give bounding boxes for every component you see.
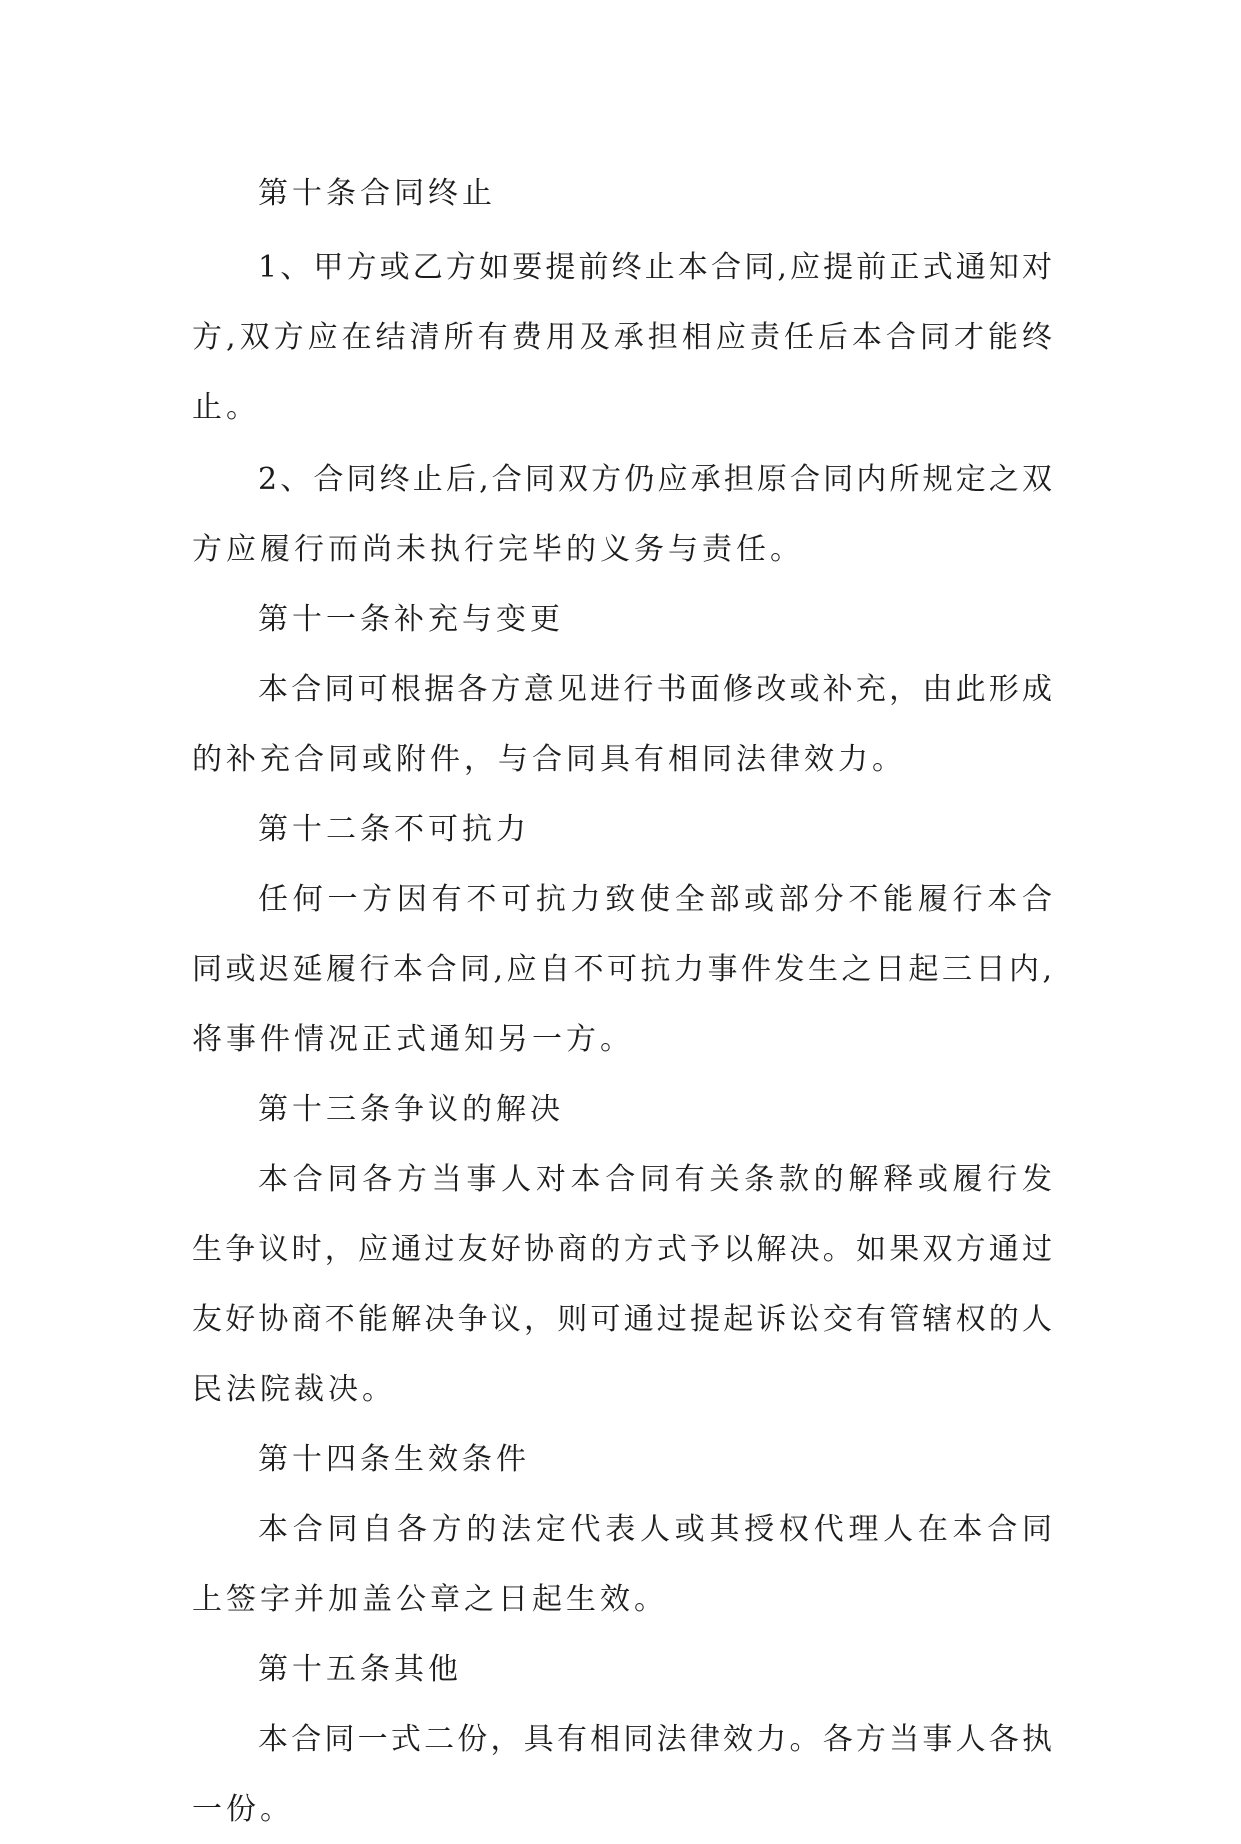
paragraph-line: 本合同各方当事人对本合同有关条款的解释或履行发	[258, 1162, 1052, 1197]
article-heading-12: 第十二条不可抗力	[258, 812, 530, 847]
article-heading-14: 第十四条生效条件	[258, 1442, 530, 1477]
paragraph-line: 上签字并加盖公章之日起生效。	[192, 1582, 668, 1617]
paragraph-line: 生争议时，应通过友好协商的方式予以解决。如果双方通过	[192, 1232, 1052, 1267]
paragraph-line: 的补充合同或附件，与合同具有相同法律效力。	[192, 742, 906, 777]
paragraph-line: 方应履行而尚未执行完毕的义务与责任。	[192, 532, 804, 567]
paragraph-line: 任何一方因有不可抗力致使全部或部分不能履行本合	[258, 882, 1052, 917]
paragraph-line: 友好协商不能解决争议，则可通过提起诉讼交有管辖权的人	[192, 1302, 1052, 1337]
paragraph-line: 1、甲方或乙方如要提前终止本合同,应提前正式通知对	[258, 250, 1052, 285]
paragraph-line: 止。	[192, 390, 260, 425]
paragraph-line: 本合同可根据各方意见进行书面修改或补充，由此形成	[258, 672, 1052, 707]
contract-body	[192, 160, 1052, 1827]
paragraph-line: 同或迟延履行本合同,应自不可抗力事件发生之日起三日内,	[192, 952, 1052, 987]
article-heading-15: 第十五条其他	[258, 1652, 462, 1687]
article-heading-13: 第十三条争议的解决	[258, 1092, 564, 1127]
paragraph-line: 方,双方应在结清所有费用及承担相应责任后本合同才能终	[192, 320, 1052, 355]
paragraph-line: 一份。	[192, 1792, 294, 1827]
article-heading-11: 第十一条补充与变更	[258, 602, 564, 637]
article-heading-10: 第十条合同终止	[258, 176, 496, 211]
paragraph-line: 本合同一式二份，具有相同法律效力。各方当事人各执	[258, 1722, 1052, 1757]
paragraph-line: 将事件情况正式通知另一方。	[192, 1022, 634, 1057]
paragraph-line: 民法院裁决。	[192, 1372, 396, 1407]
paragraph-line: 本合同自各方的法定代表人或其授权代理人在本合同	[258, 1512, 1052, 1547]
paragraph-line: 2、合同终止后,合同双方仍应承担原合同内所规定之双	[258, 462, 1052, 497]
